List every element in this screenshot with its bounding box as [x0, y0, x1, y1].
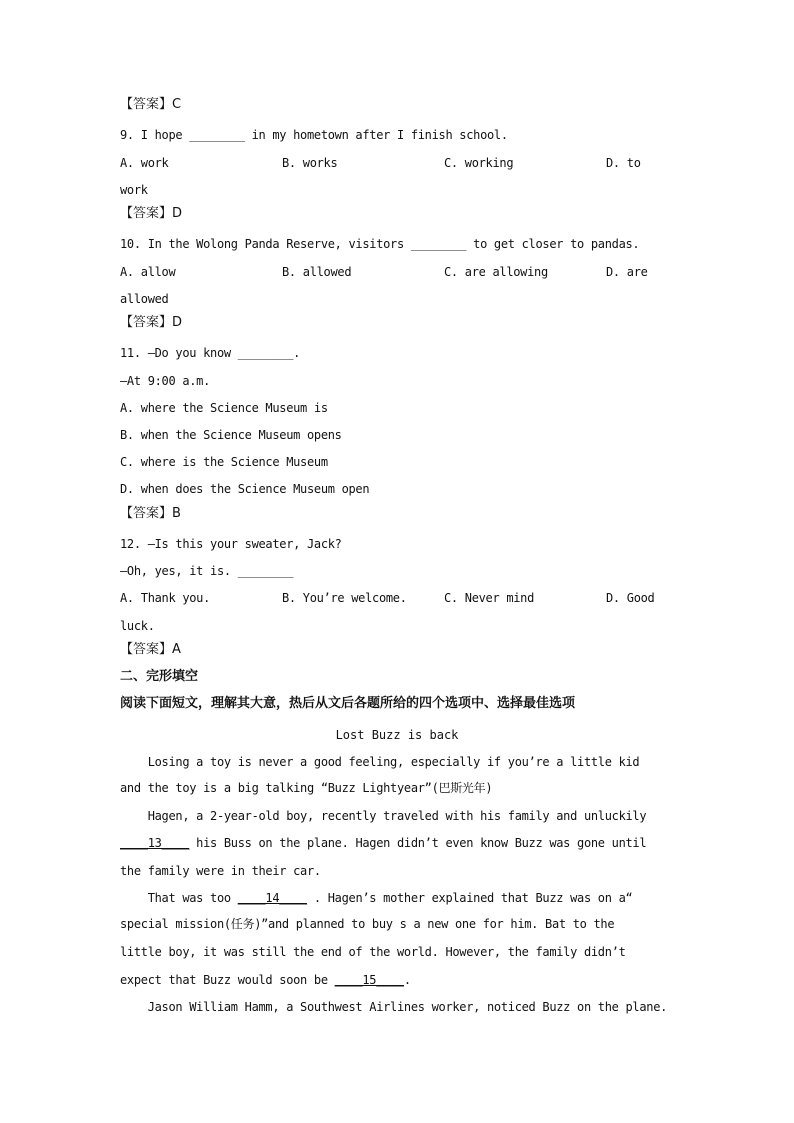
passage-p3-line4-post: .: [403, 973, 411, 987]
passage-p3-line1-post: . Hagen’s mother explained that Buzz was on a“: [306, 891, 633, 905]
blank-13: ____13____: [120, 836, 190, 850]
passage-p3-line1: [120, 890, 632, 906]
passage-p1-line1: Losing a toy is never a good feeling, especially if you’re a little kid: [120, 755, 640, 769]
q11-option-c: C. where is the Science Museum: [120, 455, 328, 469]
q10-answer: 【答案】D: [120, 315, 183, 330]
passage-p3-line2: special mission(任务)”and planned to buy s a new one for him. Bat to the: [120, 917, 615, 931]
blank-15: ____15____: [334, 973, 404, 987]
q12-stem: 12. —Is this your sweater, Jack?: [120, 537, 342, 551]
q8-answer: 【答案】C: [120, 97, 182, 112]
section-heading: 二、完形填空: [120, 669, 199, 684]
q12-reply: —Oh, yes, it is. ________: [120, 564, 294, 578]
q9-option-wrap: work: [120, 183, 148, 197]
q10-option-b: B. allowed: [282, 265, 352, 279]
passage-title: Lost Buzz is back: [335, 728, 459, 742]
q9-option-b: B. works: [282, 156, 338, 170]
q9-stem: 9. I hope ________ in my hometown after I finish school.: [120, 128, 508, 142]
q10-option-c: C. are allowing: [444, 265, 548, 279]
q12-option-b: B. You’re welcome.: [282, 591, 407, 605]
passage-p3-line1-pre: That was too: [120, 891, 238, 905]
q9-option-c: C. working: [444, 156, 514, 170]
q11-stem: 11. —Do you know ________.: [120, 346, 301, 360]
passage-p2-line2: [120, 835, 646, 851]
q11-option-a: A. where the Science Museum is: [120, 401, 328, 415]
passage-p3-line3: little boy, it was still the end of the world. However, the family didn’t: [120, 945, 626, 959]
q9-answer: 【答案】D: [120, 206, 183, 221]
passage-p2-line1: Hagen, a 2-year-old boy, recently traveled with his family and unluckily: [120, 809, 647, 823]
passage-p1-line2: and the toy is a big talking “Buzz Lightyear”(巴斯光年): [120, 781, 493, 795]
q11-option-d: D. when does the Science Museum open: [120, 482, 370, 496]
blank-14: ____14____: [237, 891, 307, 905]
section-instruction: 阅读下面短文，理解其大意，热后从文后各题所给的四个选项中、选择最佳选项: [120, 696, 576, 711]
passage-p3-line4-pre: expect that Buzz would soon be: [120, 973, 335, 987]
q10-option-a: A. allow: [120, 265, 176, 279]
q11-reply: —At 9:00 a.m.: [120, 374, 211, 388]
q12-option-d: D. Good: [606, 591, 655, 605]
q10-stem: 10. In the Wolong Panda Reserve, visitors ________ to get closer to pandas.: [120, 237, 640, 251]
q10-option-wrap: allowed: [120, 292, 169, 306]
q11-answer: 【答案】B: [120, 506, 181, 521]
q11-option-b: B. when the Science Museum opens: [120, 428, 342, 442]
q12-option-c: C. Never mind: [444, 591, 535, 605]
q12-option-wrap: luck.: [120, 619, 155, 633]
q12-answer: 【答案】A: [120, 642, 181, 657]
q10-option-d: D. are: [606, 265, 648, 279]
passage-p3-line4: [120, 972, 411, 988]
q12-option-a: A. Thank you.: [120, 591, 211, 605]
q9-option-a: A. work: [120, 156, 169, 170]
passage-p2-line2-text: his Buss on the plane. Hagen didn’t even know Buzz was gone until: [189, 836, 647, 850]
passage-p2-line3: the family were in their car.: [120, 864, 321, 878]
passage-p4-line1: Jason William Hamm, a Southwest Airlines worker, noticed Buzz on the plane.: [120, 1000, 668, 1014]
q9-option-d: D. to: [606, 156, 641, 170]
